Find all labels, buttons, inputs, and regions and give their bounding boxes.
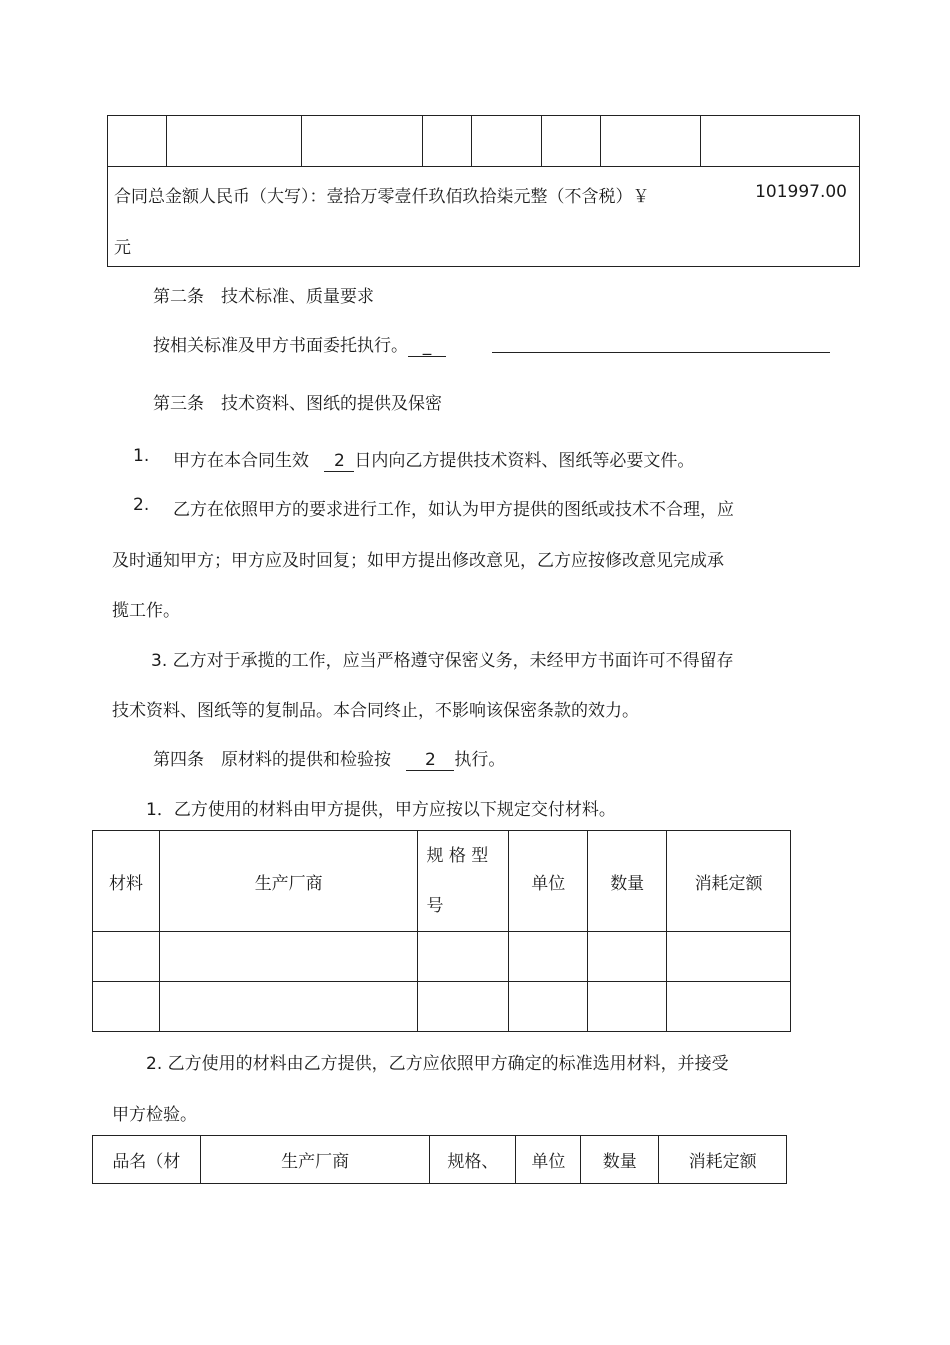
table-row [93, 932, 791, 982]
table-cell [418, 932, 509, 982]
header-spec: 规格、 [430, 1136, 516, 1184]
article3-item3-line2: 技术资料、图纸等的复制品。本合同终止，不影响该保密条款的效力。 [112, 701, 639, 721]
article2-title: 第二条 技术标准、质量要求 [153, 287, 374, 307]
table-row [93, 982, 791, 1032]
table-header-row [93, 831, 791, 932]
table-cell [588, 982, 667, 1032]
header-consumption: 消耗定额 [667, 831, 791, 932]
header-material: 材料 [93, 831, 160, 932]
article2-body: 按相关标准及甲方书面委托执行。 _ [153, 331, 446, 357]
article4-item2-line2: 甲方检验。 [112, 1105, 197, 1125]
table-cell [588, 932, 667, 982]
header-manufacturer: 生产厂商 [159, 831, 418, 932]
contract-total-table [107, 115, 860, 267]
empty-cell [601, 116, 701, 167]
table-cell [159, 932, 418, 982]
table-cell [509, 982, 588, 1032]
header-quantity: 数量 [588, 831, 667, 932]
table-cell [667, 982, 791, 1032]
empty-cell [108, 116, 167, 167]
header-spec: 规 格 型 号 [418, 831, 509, 932]
materials-table-seller [92, 1135, 787, 1184]
empty-cell [542, 116, 601, 167]
article4-title: 第四条 原材料的提供和检验按 2 执行。 [153, 750, 506, 770]
header-product-name: 品名（材 [93, 1136, 201, 1184]
article4-item1: 1．乙方使用的材料由甲方提供，甲方应按以下规定交付材料。 [146, 800, 616, 820]
materials-table-buyer [92, 830, 791, 1032]
table-cell [667, 932, 791, 982]
total-label: 合同总金额人民币（大写）：壹拾万零壹仟玖佰玖拾柒元整（不含税）￥ [114, 187, 650, 207]
article3-item1-number: 1. [133, 446, 150, 466]
article3-item2-line1: 乙方在依照甲方的要求进行工作，如认为甲方提供的图纸或技术不合理，应 [173, 500, 734, 520]
empty-cell [301, 116, 422, 167]
article2-blank: _ [408, 336, 446, 357]
total-unit: 元 [114, 238, 131, 258]
article3-item2-number: 2. [133, 495, 150, 515]
table-cell [93, 932, 160, 982]
table-cell [93, 982, 160, 1032]
header-consumption: 消耗定额 [659, 1136, 787, 1184]
article2-underline [492, 352, 830, 353]
header-unit: 单位 [516, 1136, 581, 1184]
empty-cell [166, 116, 301, 167]
article4-value: 2 [406, 750, 454, 771]
article3-item2-line2: 及时通知甲方；甲方应及时回复；如甲方提出修改意见，乙方应按修改意见完成承 [112, 551, 724, 571]
article4-item2-line1: 2. 乙方使用的材料由乙方提供，乙方应依照甲方确定的标准选用材料，并接受 [146, 1054, 729, 1074]
article3-item2-line3: 揽工作。 [112, 601, 180, 621]
days-value: 2 [324, 451, 354, 472]
article3-title: 第三条 技术资料、图纸的提供及保密 [153, 394, 442, 414]
header-unit: 单位 [509, 831, 588, 932]
empty-row [108, 116, 860, 167]
table-header-row [93, 1136, 787, 1184]
article3-item3-line1: 3. 乙方对于承揽的工作，应当严格遵守保密义务，未经甲方书面许可不得留存 [151, 651, 734, 671]
article3-item1: 甲方在本合同生效 2 日内向乙方提供技术资料、图纸等必要文件。 [173, 451, 695, 471]
table-cell [418, 982, 509, 1032]
empty-cell [472, 116, 542, 167]
header-quantity: 数量 [581, 1136, 659, 1184]
total-amount: 101997.00 [755, 182, 847, 202]
empty-cell [701, 116, 860, 167]
table-cell [159, 982, 418, 1032]
total-amount-cell [108, 167, 860, 267]
header-manufacturer: 生产厂商 [200, 1136, 430, 1184]
table-cell [509, 932, 588, 982]
empty-cell [422, 116, 472, 167]
